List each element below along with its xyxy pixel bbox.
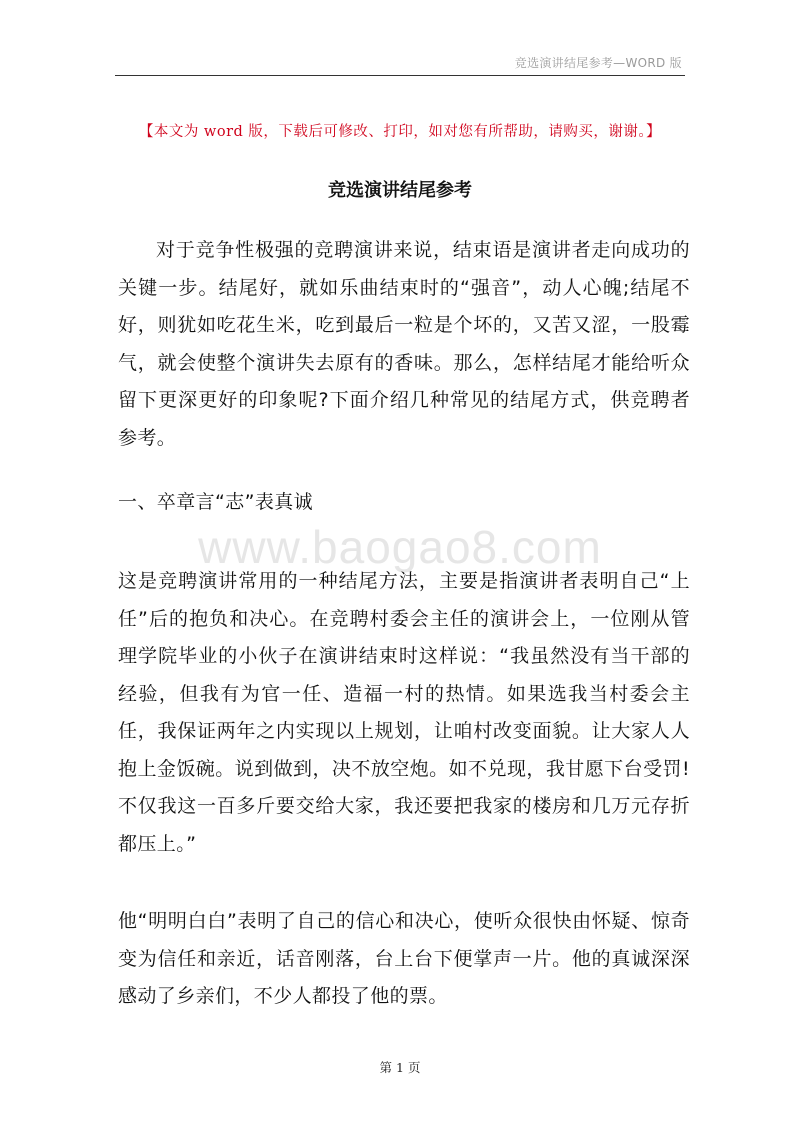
section-heading-1: 一、卒章言“志”表真诚 <box>118 491 314 513</box>
page-number: 第 1 页 <box>379 1060 421 1075</box>
header-rule <box>115 75 685 76</box>
purchase-notice: 【本文为 word 版，下载后可修改、打印，如对您有所帮助，请购买，谢谢。】 <box>138 124 662 140</box>
intro-paragraph: 对于竞争性极强的竞聘演讲来说，结束语是演讲者走向成功的关键一步。结尾好，就如乐曲结束时的“强音”，动人心魄;结尾不好，则犹如吃花生米，吃到最后一粒是个坏的，又苦又涩，一股霉气，就会使整个演讲失去原有的香味。那么，怎样结尾才能给听众留下更深更好的印象呢?下面介绍几种常见的结尾方式，供竞聘者参考。 <box>118 239 690 449</box>
document-title: 竞选演讲结尾参考 <box>328 180 472 201</box>
running-header: 竞选演讲结尾参考—WORD 版 <box>514 56 682 70</box>
section-paragraph-1: 这是竞聘演讲常用的一种结尾方法，主要是指演讲者表明自己“上任”后的抱负和决心。在竞聘村委会主任的演讲会上，一位刚从管理学院毕业的小伙子在演讲结束时这样说：“我虽然没有当干部的经验，但我有为官一任、造福一村的热情。如果选我当村委会主任，我保证两年之内实现以上规划，让咱村改变面貌。让大家人人抱上金饭碗。说到做到，决不放空炮。如不兑现，我甘愿下台受罚!不仅我这一百多斤要交给大家，我还要把我家的楼房和几万元存折都压上。” <box>118 570 690 855</box>
section-paragraph-2: 他“明明白白”表明了自己的信心和决心，使听众很快由怀疑、惊奇变为信任和亲近，话音刚落，台上台下便掌声一片。他的真诚深深感动了乡亲们，不少人都投了他的票。 <box>118 910 690 1007</box>
watermark: www.baogao8.com <box>198 521 602 573</box>
